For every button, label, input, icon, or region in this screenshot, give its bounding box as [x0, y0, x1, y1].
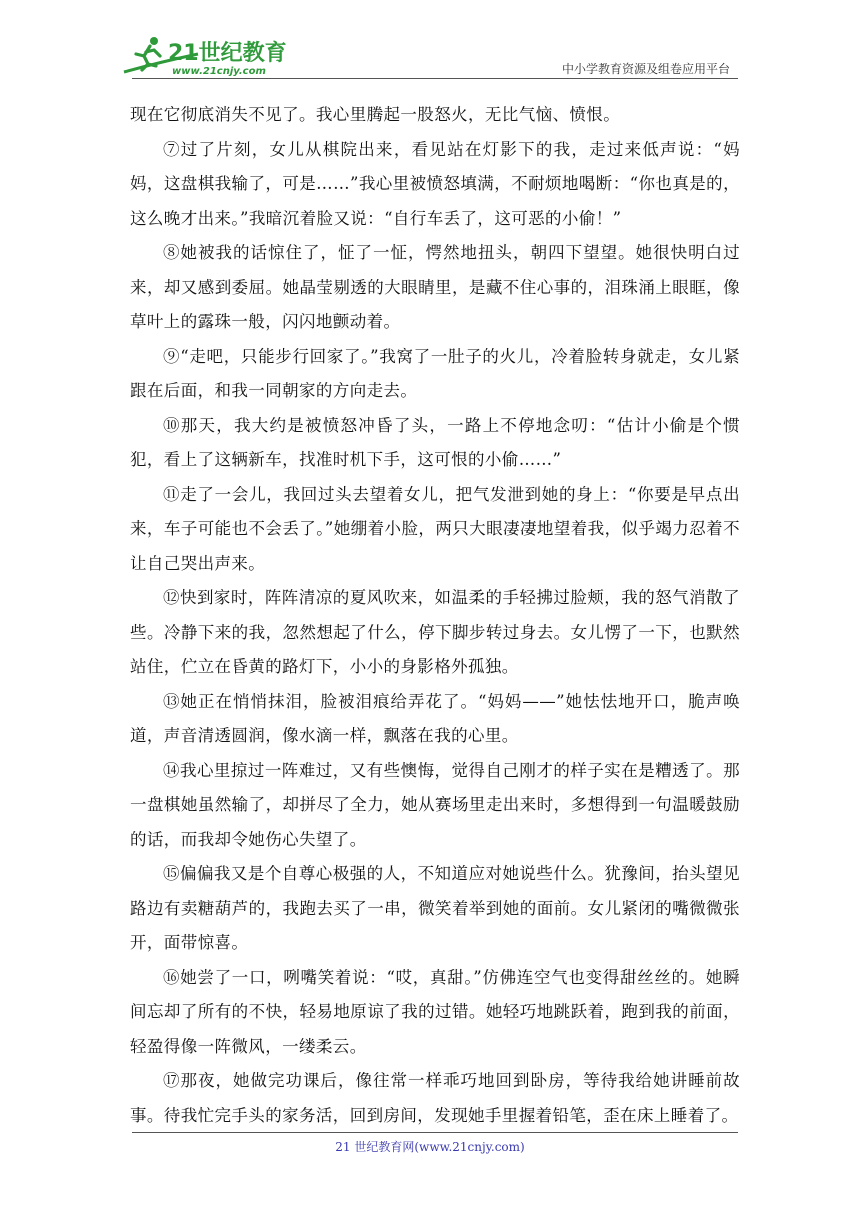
paragraph: ⑮偏偏我又是个自尊心极强的人，不知道应对她说些什么。犹豫间，抬头望见路边有卖糖葫芦的，我跑去买了一串，微笑着举到她的面前。女儿紧闭的嘴微微张开，面带惊喜。 [130, 864, 740, 952]
paragraph: ⑦过了片刻，女儿从棋院出来，看见站在灯影下的我，走过来低声说：“妈妈，这盘棋我输了，可是……”我心里被愤怒填满，不耐烦地喝断：“你也真是的，这么晚才出来。”我暗沉着脸又说：“自行车丢了，这可恶的小偷！” [130, 139, 740, 228]
paragraph: ⑯她尝了一口，咧嘴笑着说：“哎，真甜。”仿佛连空气也变得甜丝丝的。她瞬间忘却了所有的不快，轻易地原谅了我的过错。她轻巧地跳跃着，跑到我的前面，轻盈得像一阵微风，一缕柔云。 [130, 967, 740, 1056]
paragraph: ⑭我心里掠过一阵难过，又有些懊悔，觉得自己刚才的样子实在是糟透了。那一盘棋她虽然输了，却拼尽了全力，她从赛场里走出来时，多想得到一句温暖鼓励的话，而我却令她伤心失望了。 [130, 760, 740, 849]
paragraph: ⑬她正在悄悄抹泪，脸被泪痕给弄花了。“妈妈——”她怯怯地开口，脆声唤道，声音清透圆润，像水滴一样，飘落在我的心里。 [130, 691, 740, 745]
page-header [120, 28, 740, 80]
site-logo[interactable] [120, 32, 300, 78]
paragraph: ⑩那天，我大约是被愤怒冲昏了头，一路上不停地念叨：“估计小偷是个惯犯，看上了这辆新车，找准时机下手，这可恨的小偷……” [130, 415, 740, 469]
paragraph: ⑨“走吧，只能步行回家了。”我窝了一肚子的火儿，冷着脸转身就走，女儿紧跟在后面，和我一同朝家的方向走去。 [130, 346, 740, 400]
paragraph: ⑧她被我的话惊住了，怔了一怔，愕然地扭头，朝四下望望。她很快明白过来，却又感到委屈。她晶莹剔透的大眼睛里，是藏不住心事的，泪珠涌上眼眶，像草叶上的露珠一般，闪闪地颤动着。 [130, 243, 740, 331]
paragraph: ⑪走了一会儿，我回过头去望着女儿，把气发泄到她的身上：“你要是早点出来，车子可能也不会丢了。”她绷着小脸，两只大眼凄凄地望着我，似乎竭力忍着不让自己哭出声来。 [130, 484, 740, 573]
platform-name: 中小学教育资源及组卷应用平台 [561, 62, 730, 76]
paragraph: ⑰那夜，她做完功课后，像往常一样乖巧地回到卧房，等待我给她讲睡前故事。待我忙完手头的家务活，回到房间，发现她手里握着铅笔，歪在床上睡着了。 [130, 1071, 740, 1125]
logo-text: 21世纪教育 [168, 41, 287, 66]
header-divider [132, 78, 738, 79]
article-body [130, 98, 740, 1133]
footer-divider [132, 1132, 738, 1133]
runner-logo-icon [120, 32, 300, 78]
paragraph: ⑫快到家时，阵阵清凉的夏风吹来，如温柔的手轻拂过脸颊，我的怒气消散了些。冷静下来的我，忽然想起了什么，停下脚步转过身去。女儿愣了一下，也默然站住，伫立在昏黄的路灯下，小小的身影格外孤独。 [130, 588, 740, 676]
paragraph: 现在它彻底消失不见了。我心里腾起一股怒火，无比气恼、愤恨。 [130, 105, 621, 124]
logo-url: www.21cnjy.com [172, 66, 266, 77]
footer-link[interactable]: 21 世纪教育网(www.21cnjy.com) [335, 1140, 525, 1154]
